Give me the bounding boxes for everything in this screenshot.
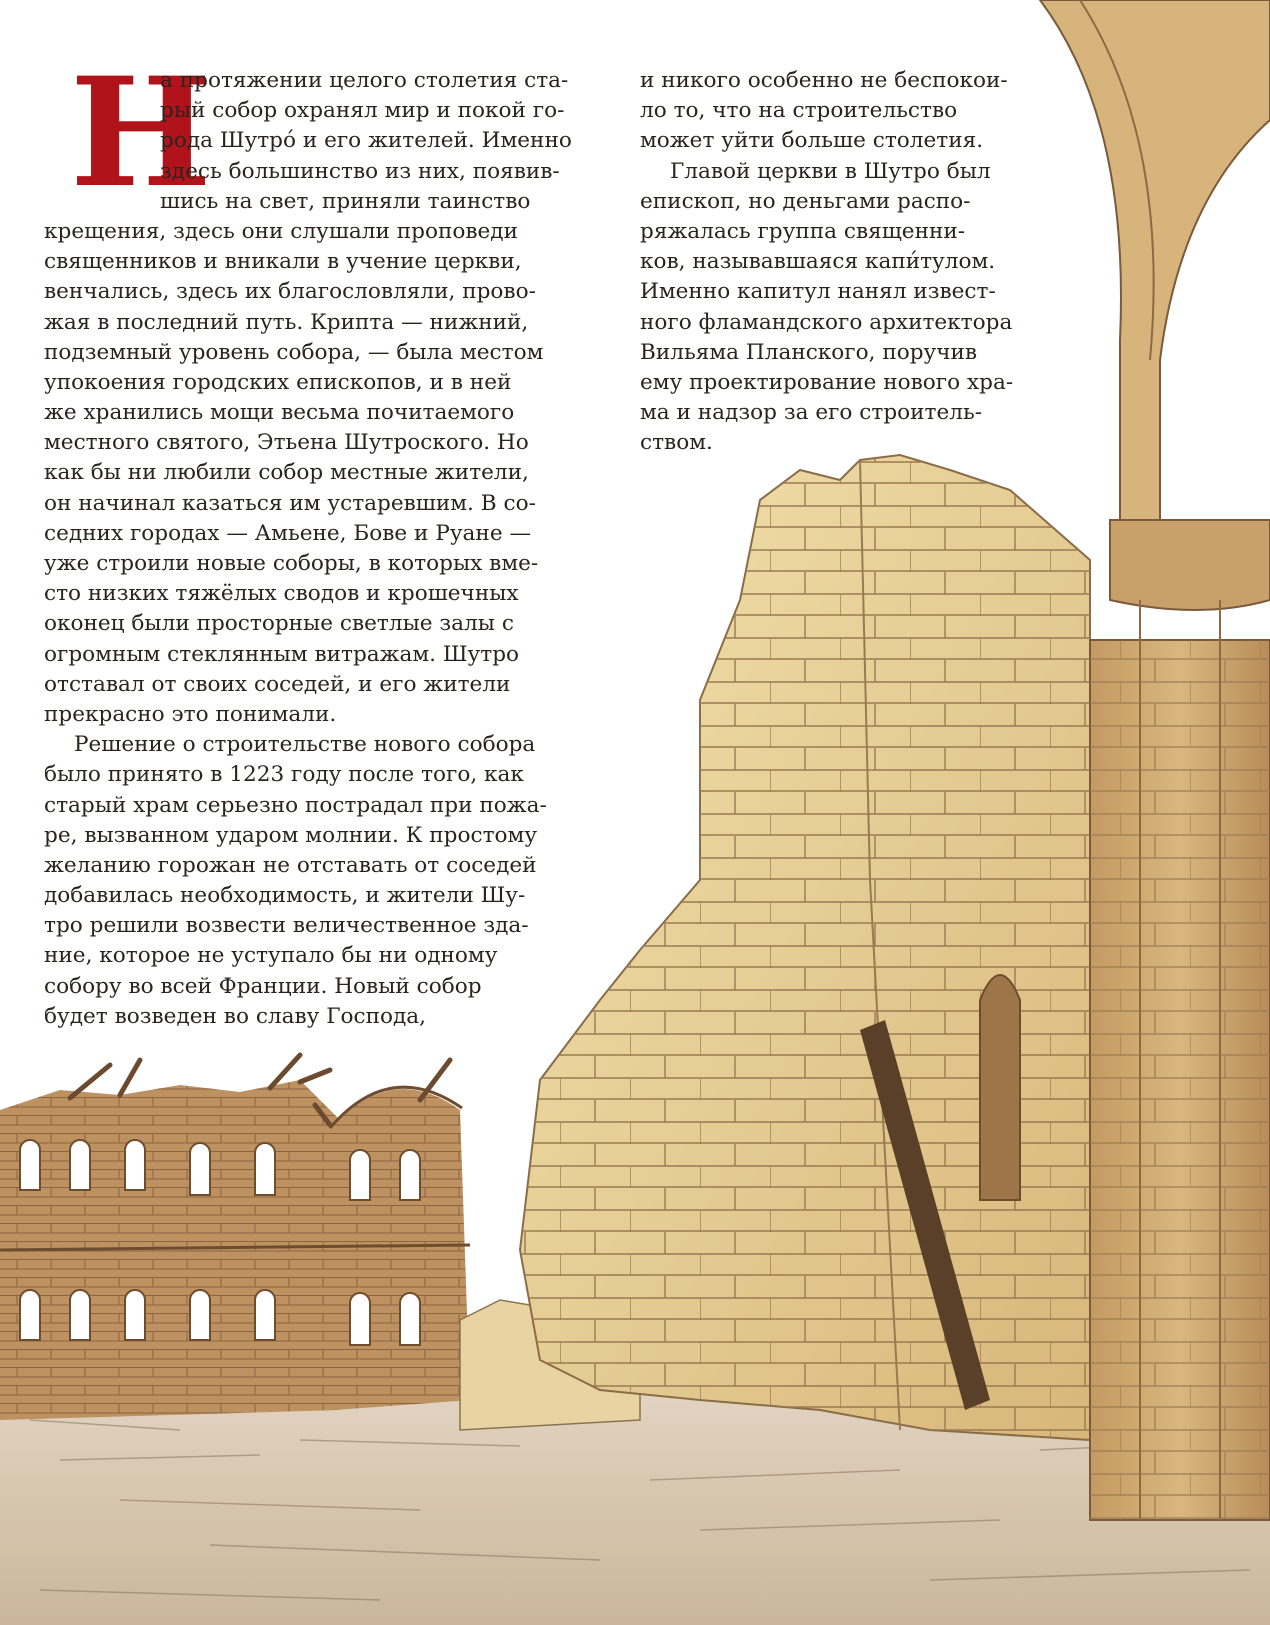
text-line: ряжалась группа священни-	[640, 218, 966, 244]
text-line: огромным стеклянным витражам. Шутро	[44, 641, 520, 667]
text-line: ние, которое не уступало бы ни одному	[44, 943, 498, 969]
text-line: ло то, что на строительство	[640, 98, 958, 124]
text-line: крещения, здесь они слушали проповеди	[44, 218, 518, 244]
text-line: добавилась необходимость, и жители Шу-	[44, 883, 526, 909]
text-line: ством.	[640, 430, 713, 456]
text-line: будет возведен во славу Господа,	[44, 1003, 427, 1029]
text-line: ему проектирование нового хра-	[640, 369, 1014, 395]
text-line: собору во всей Франции. Новый собор	[44, 973, 482, 999]
text-line: а протяжении целого столетия ста-	[160, 68, 569, 93]
text-line: шись на свет, приняли таинство	[160, 188, 531, 214]
text-line: прекрасно это понимали.	[44, 701, 337, 727]
text-line: ков, называвшаяся капи́тулом.	[640, 249, 996, 275]
text-line: упокоения городских епископов, и в ней	[44, 369, 512, 395]
broken-stone-wall	[520, 455, 1090, 1440]
text-line: может уйти больше столетия.	[640, 128, 984, 154]
text-line: сто низких тяжёлых сводов и крошечных	[44, 581, 519, 607]
article-left-column	[44, 66, 572, 1032]
text-line: подземный уровень собора, — была местом	[44, 339, 544, 365]
text-line: Вильяма Планского, поручив	[640, 339, 978, 365]
text-line: епископ, но деньгами распо-	[640, 188, 971, 214]
text-line: рый собор охранял мир и покой го-	[160, 98, 565, 124]
text-line: и никого особенно не беспокои-	[640, 68, 1008, 93]
text-line: было принято в 1223 году после того, как	[44, 762, 524, 788]
text-line: он начинал казаться им устаревшим. В со-	[44, 490, 536, 516]
article-right-column	[640, 66, 1013, 458]
text-line: венчались, здесь их благословляли, прово-	[44, 279, 536, 305]
text-line: отставал от своих соседей, и его жители	[44, 671, 511, 697]
text-line: же хранились мощи весьма почитаемого	[44, 400, 515, 426]
text-line: желанию горожан не отставать от соседей	[44, 852, 537, 878]
text-line: оконец были просторные светлые залы с	[44, 611, 514, 637]
text-line: ма и надзор за его строитель-	[640, 400, 983, 426]
text-line: жая в последний путь. Крипта — нижний,	[44, 309, 529, 335]
text-line: старый храм серьезно пострадал при пожа-	[44, 792, 547, 818]
text-line: Именно капитул нанял извест-	[640, 279, 996, 305]
ruined-brick-building	[0, 1055, 470, 1420]
text-line: ре, вызванном ударом молнии. К простому	[44, 822, 538, 848]
text-line: уже строили новые соборы, в которых вме-	[44, 551, 539, 576]
text-line: седних городах — Амьене, Бове и Руане —	[44, 520, 532, 546]
text-line: тро решили возвести величественное зда-	[44, 913, 529, 939]
text-line: рода Шутро́ и его жителей. Именно	[160, 128, 572, 154]
text-line: священников и вникали в учение церкви,	[44, 249, 522, 275]
drop-cap-letter: Н	[70, 45, 208, 221]
text-line: ного фламандского архитектора	[640, 309, 1013, 335]
text-line: Решение о строительстве нового собора	[74, 732, 536, 758]
text-line: Главой церкви в Шутро был	[670, 158, 991, 184]
text-line: как бы ни любили собор местные жители,	[44, 460, 529, 486]
text-line: здесь большинство из них, появив-	[160, 158, 560, 184]
text-line: местного святого, Этьена Шутроского. Но	[44, 430, 529, 456]
